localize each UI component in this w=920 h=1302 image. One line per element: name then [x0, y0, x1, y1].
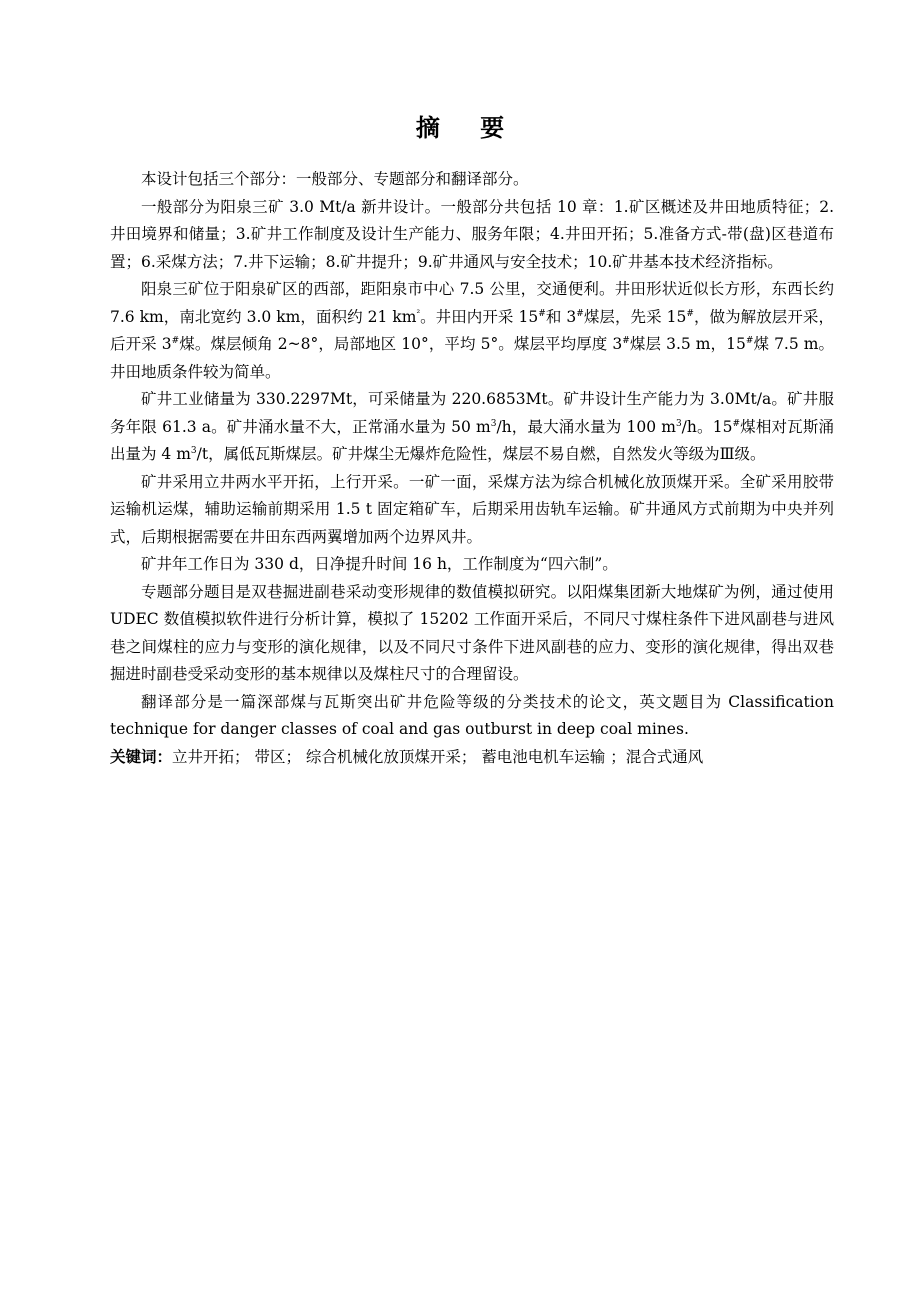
paragraph-6: 矿井年工作日为 330 d，日净提升时间 16 h，工作制度为“四六制”。: [141, 555, 618, 573]
abstract-body: [110, 166, 834, 771]
keywords-label: 关键词：: [110, 747, 173, 766]
paragraph-3: 阳泉三矿位于阳泉矿区的西部，距阳泉市中心 7.5 公里，交通便利。井田形状近似长方形，东西长约 7.6 km，南北宽约 3.0 km，面积约 21 $km^{^2}$。井田内开采 15#和 3#煤层，先采 15#，做为解放层开采，后开采 3#煤。煤层倾角 2~8°，局部地区 10°，平均 5°。煤层平均厚度 3#煤层 3.5 m，15#煤 7.5 m。井田地质条件较为简单。: [110, 280, 835, 381]
paragraph-4: 矿井工业储量为 330.2297Mt，可采储量为 220.6853Mt。矿井设计生产能力为 3.0Mt/a。矿井服务年限 61.3 a。矿井涌水量不大，正常涌水量为 50 $m^3/h$，最大涌水量为 100 $m^3/h$。15#煤相对瓦斯涌出量为 4 $m^3/t$，属低瓦斯煤层。矿井煤尘无爆炸危险性，煤层不易自燃，自然发火等级为Ⅲ级。: [110, 390, 834, 463]
paragraph-7: 专题部分题目是双巷掘进副巷采动变形规律的数值模拟研究。以阳煤集团新大地煤矿为例，通过使用 UDEC 数值模拟软件进行分析计算，模拟了 15202 工作面开采后，不同尺寸煤柱条件下进风副巷与进风巷之间煤柱的应力与变形的演化规律，以及不同尺寸条件下进风副巷的应力、变形的演化规律，得出双巷掘进时副巷受采动变形的基本规律以及煤柱尺寸的合理留设。: [110, 582, 834, 683]
paragraph-2: 一般部分为阳泉三矿 3.0 Mt/a 新井设计。一般部分共包括 10 章：1.矿区概述及井田地质特征；2.井田境界和储量；3.矿井工作制度及设计生产能力、服务年限；4.井田开拓；5.准备方式-带(盘)区巷道布置；6.采煤方法；7.井下运输；8.矿井提升；9.矿井通风与安全技术；10.矿井基本技术经济指标。: [110, 197, 834, 271]
page-title: 摘 要: [415, 114, 521, 142]
paragraph-8: 翻译部分是一篇深部煤与瓦斯突出矿井危险等级的分类技术的论文，英文题目为 Classification technique for danger classes of coal and gas outburst in deep coal mines.: [110, 692, 834, 738]
paragraph-5: 矿井采用立井两水平开拓，上行开采。一矿一面，采煤方法为综合机械化放顶煤开采。全矿采用胶带运输机运煤，辅助运输前期采用 1.5 t 固定箱矿车，后期采用齿轨车运输。矿井通风方式前期为中央并列式，后期根据需要在井田东西两翼增加两个边界风井。: [110, 472, 834, 546]
keywords-text: 立井开拓； 带区； 综合机械化放顶煤开采； 蓄电池电机车运输 ；混合式通风: [172, 747, 704, 766]
paragraph-1: 本设计包括三个部分：一般部分、专题部分和翻译部分。: [141, 170, 529, 188]
keywords-line: [110, 744, 834, 772]
